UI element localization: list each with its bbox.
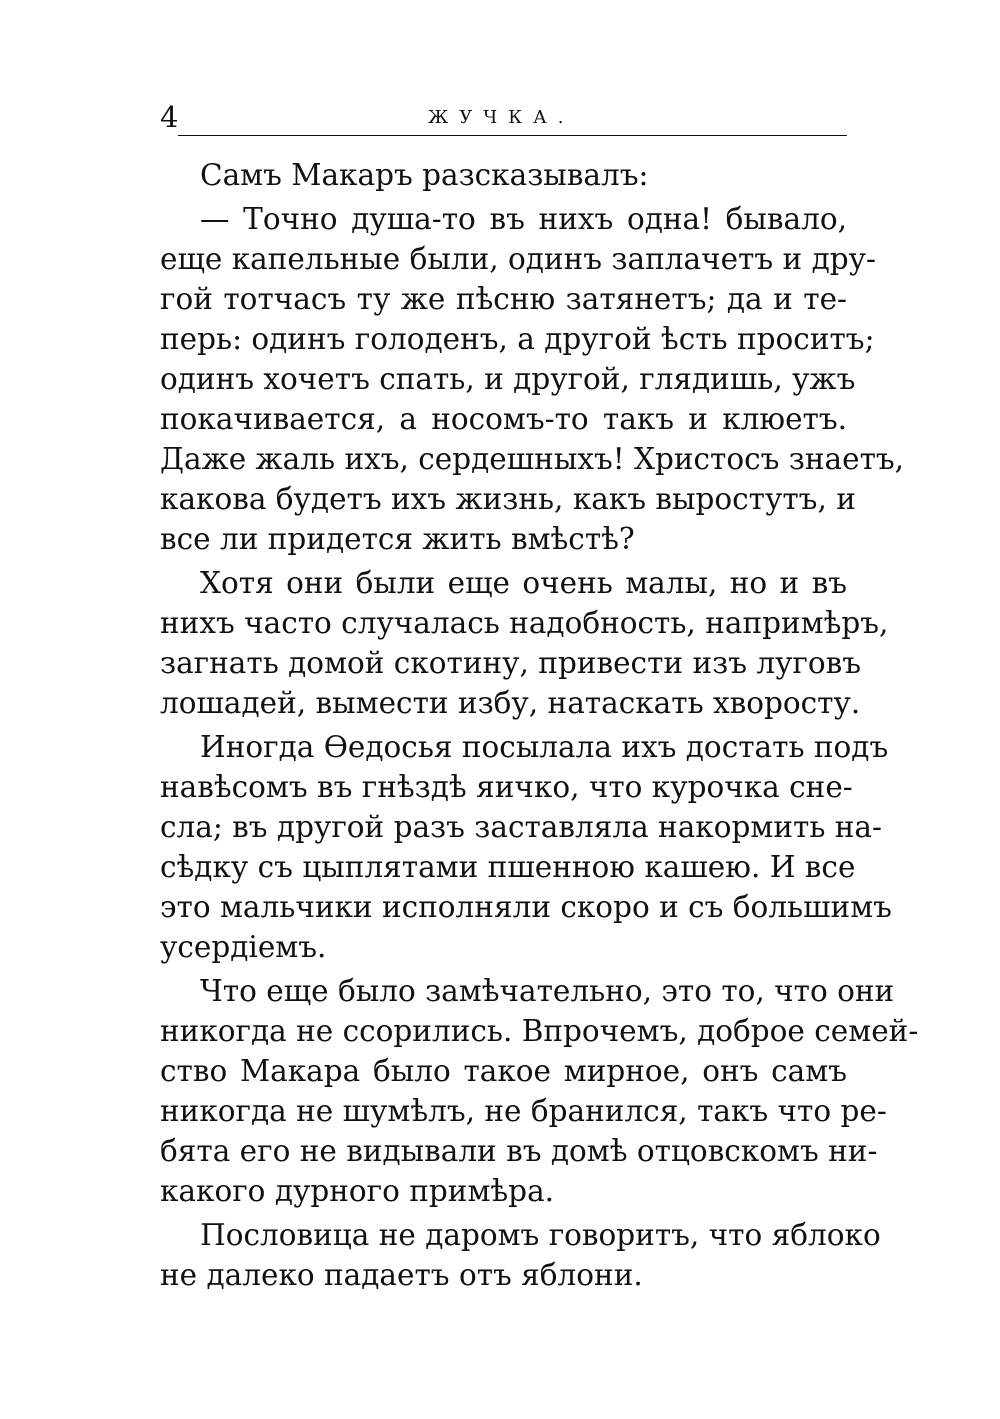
text-line: Иногда Ѳедосья посылала ихъ достать подъ [200, 730, 889, 764]
text-line: — Точно душа-то въ нихъ одна! бывало, [200, 202, 847, 236]
text-line: навѣсомъ въ гнѣздѣ яичко, что курочка сне- [160, 770, 853, 804]
text-line: никогда не ссорились. Впрочемъ, доброе семей- [160, 1014, 919, 1048]
text-line: Даже жаль ихъ, сердешныхъ! Христосъ знаетъ, [160, 442, 905, 476]
header-rule [178, 135, 847, 136]
paragraph [160, 199, 905, 559]
text-line: Что еще было замѣчательно, это то, что они [200, 974, 895, 1008]
text-line: ство Макара было такое мирное, онъ самъ [160, 1054, 847, 1088]
text-line: гой тотчасъ ту же пѣсню затянетъ; да и те- [160, 282, 847, 316]
text-line: еще капельные были, одинъ заплачетъ и дру- [160, 242, 876, 276]
page-header [160, 100, 847, 136]
page-number: 4 [160, 100, 179, 134]
text-line: какого дурного примѣра. [160, 1174, 555, 1208]
paragraph [160, 563, 889, 723]
text-line: покачивается, а носомъ-то такъ и клюетъ. [160, 402, 847, 436]
text-line: загнать домой скотину, привести изъ луговъ [160, 646, 862, 680]
paragraph [160, 971, 919, 1211]
text-line: сла; въ другой разъ заставляла накормить на- [160, 810, 882, 844]
running-title: ЖУЧКА. [428, 107, 575, 128]
text-line: одинъ хочетъ спать, и другой, глядишь, ужъ [160, 362, 856, 396]
body-text [160, 155, 919, 1295]
text-line: никогда не шумѣлъ, не бранился, такъ что ре- [160, 1094, 887, 1128]
text-line: не далеко падаетъ отъ яблони. [160, 1258, 643, 1292]
text-line: бята его не видывали въ домѣ отцовскомъ ни- [160, 1134, 878, 1168]
text-line: лошадей, вымести избу, натаскать хворосту. [160, 686, 861, 720]
text-line: все ли придется жить вмѣстѣ? [160, 522, 635, 556]
text-line: нихъ часто случалась надобность, напримѣръ, [160, 606, 889, 640]
paragraph [160, 727, 892, 967]
text-line: какова будетъ ихъ жизнь, какъ выростутъ, и [160, 482, 856, 516]
text-line: усердіемъ. [160, 930, 327, 964]
text-line: Самъ Макаръ разсказывалъ: [200, 158, 649, 192]
text-line: Пословица не даромъ говоритъ, что яблоко [200, 1218, 881, 1252]
text-line: это мальчики исполняли скоро и съ большимъ [160, 890, 892, 924]
text-line: Хотя они были еще очень малы, но и въ [200, 566, 847, 600]
paragraph [160, 155, 847, 195]
paragraph [160, 1215, 881, 1295]
text-line: перь: одинъ голоденъ, а другой ѣсть проситъ; [160, 322, 875, 356]
text-line: сѣдку съ цыплятами пшенною кашею. И все [160, 850, 856, 884]
